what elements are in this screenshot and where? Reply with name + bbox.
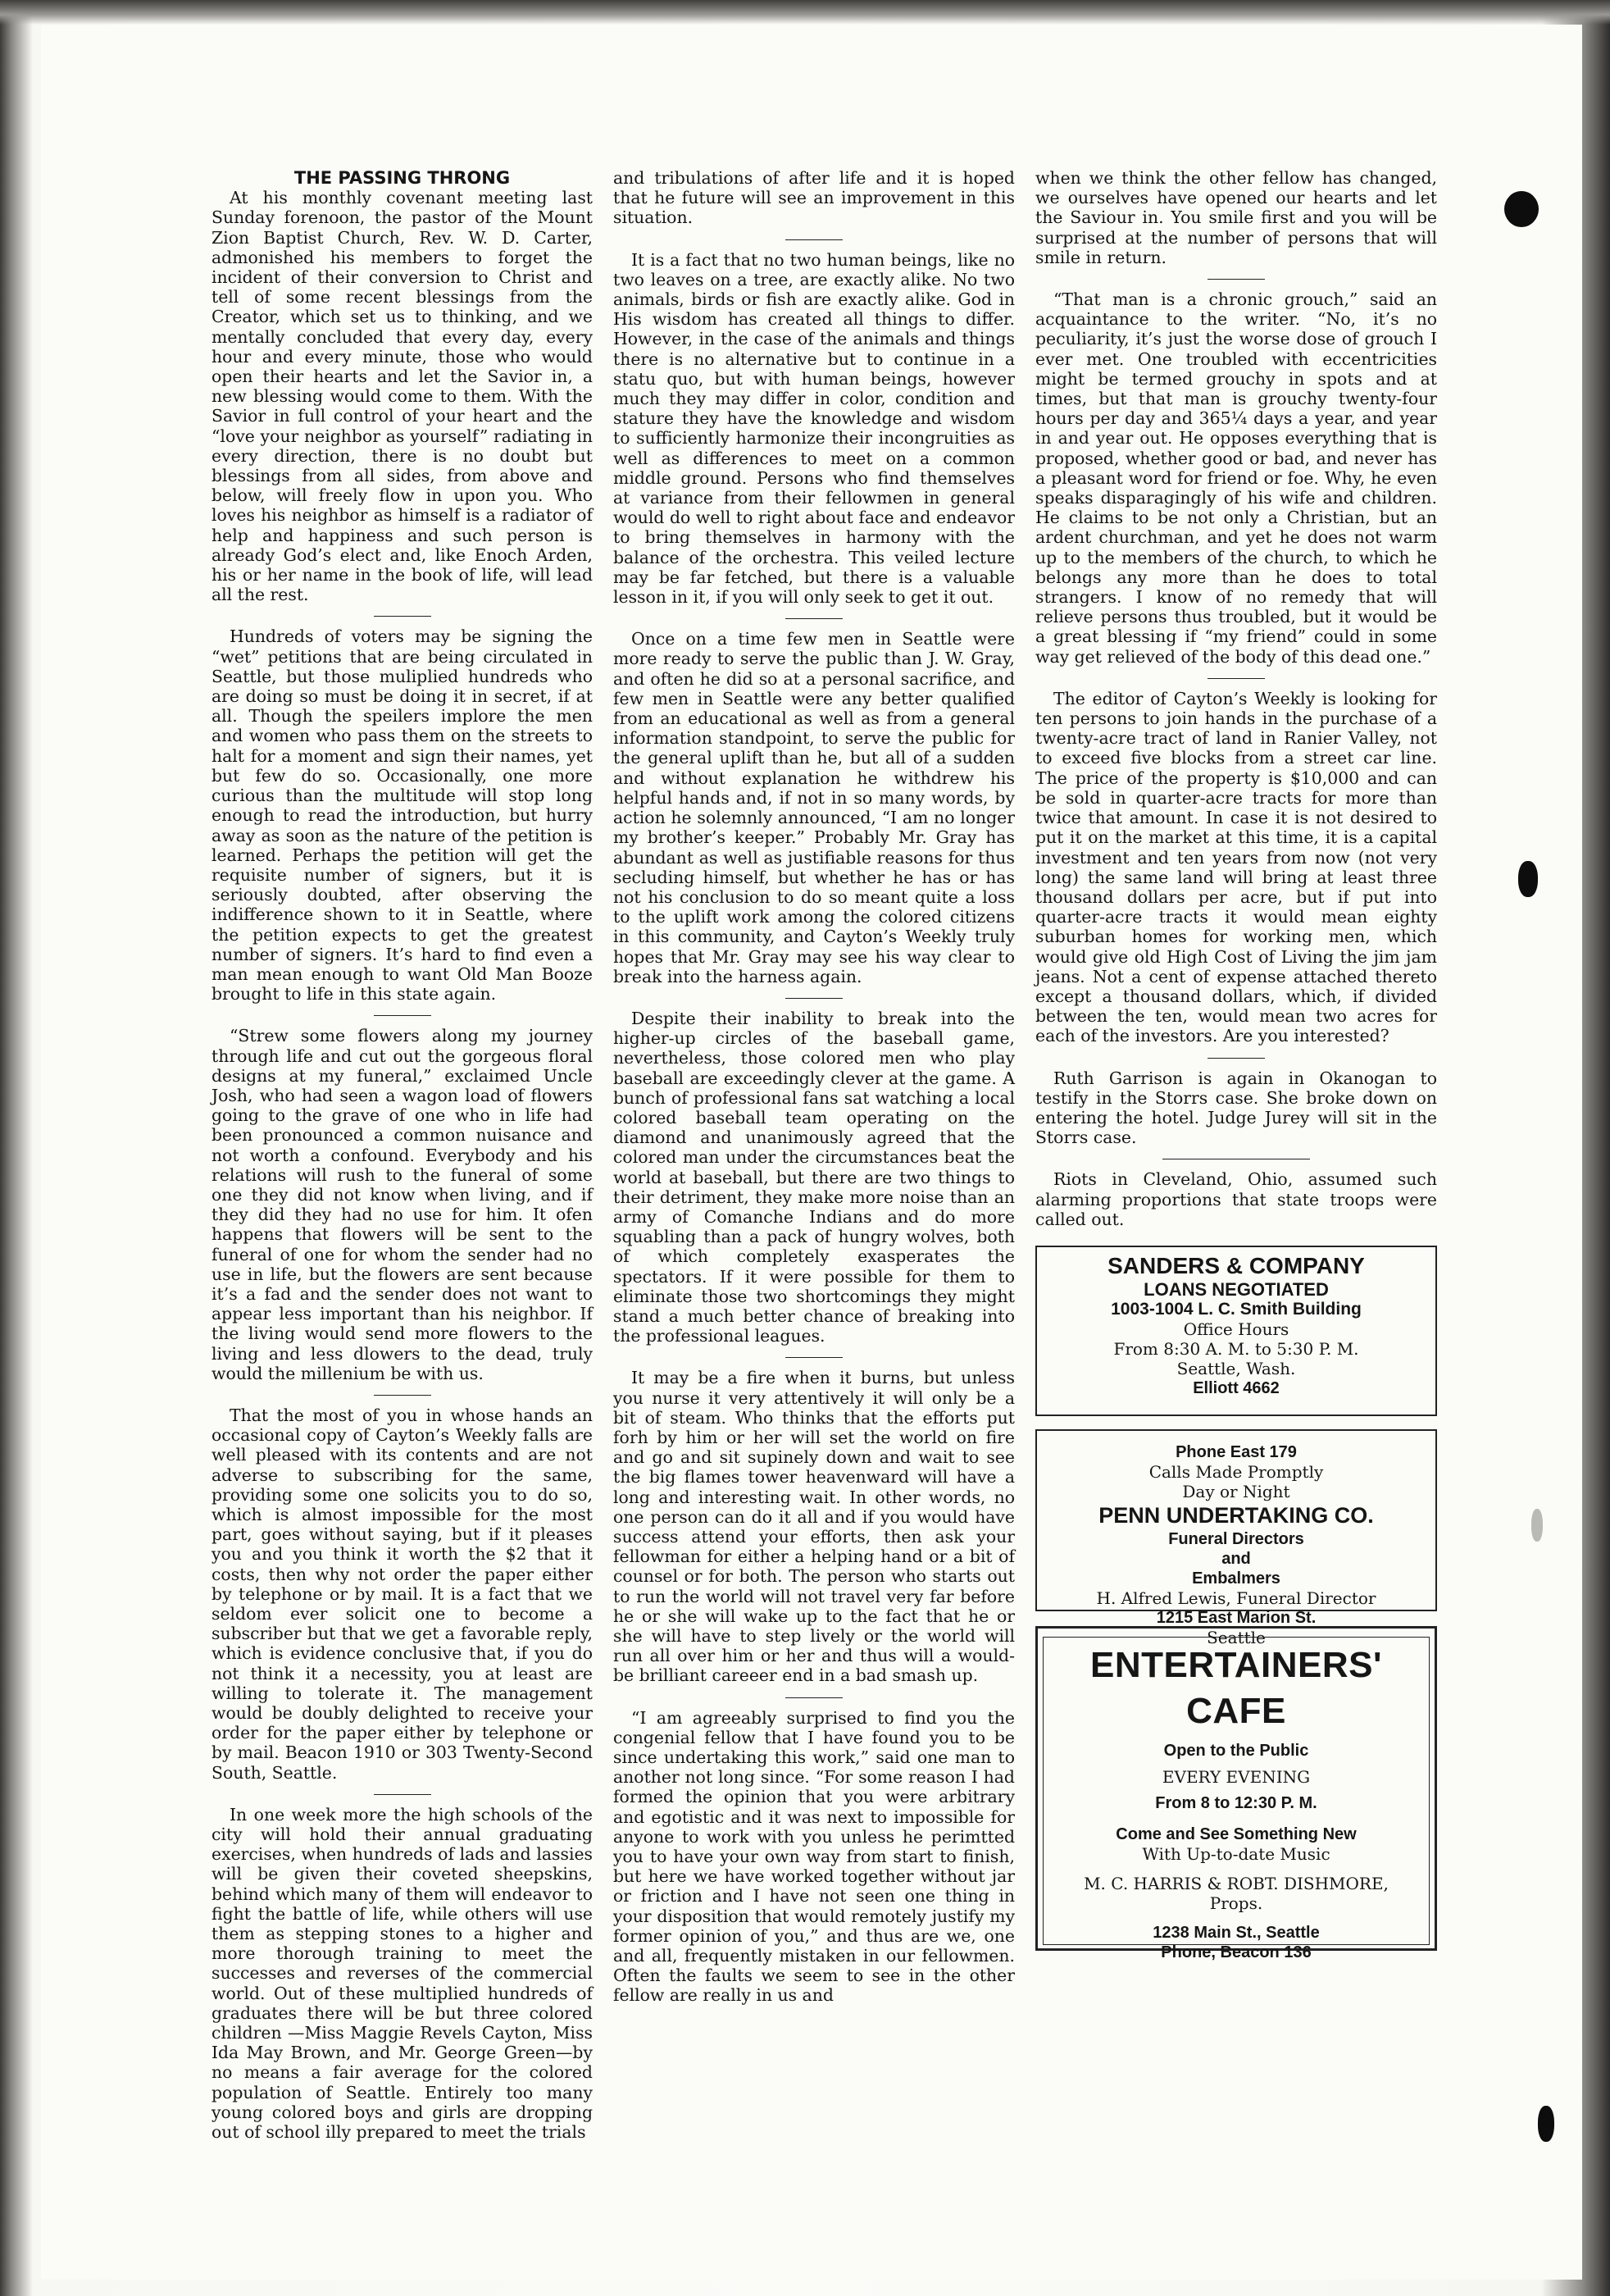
article-land-purchase: The editor of Cayton’s Weekly is looking for ten persons to join hands in the purchase of a twenty-acre tract of land in Ranier Valley, not to exceed five blocks from a street car line. The price of the property is $10,000 and can be sold in quarter-acre tracts for more than twice that amount. In case it is not desired to put it on the market at this time, it is a capital investment and ten years from now (not very long) the same land will bring at least three thousand dollars per acre, but if put into quarter-acre tracts it would mean eighty suburban homes for working men, which would give old High Cost of Living the jim jam jeans. Not a cent of expense attached thereto except a thousand dollars, which, if divided between the ten, would mean two acres for each of the investors. Are you interested? — [1035, 688, 1437, 1046]
ad2-line3: Funeral Directors — [1168, 1529, 1304, 1548]
divider — [1208, 279, 1265, 280]
article-cleveland-riots: Riots in Cleveland, Ohio, assumed such alarming proportions that state troops were called out. — [1035, 1169, 1437, 1229]
article-caytons-weekly-subscription: That the most of you in whose hands an occasional copy of Cayton’s Weekly falls are well pleased with its contents and are not adverse to subscribing for the same, providing some one solicits you to do so, which is almost impossible for the most part, goes without saying, but if it pleases you and you think it worth the $2 that it costs, then why not order the paper either by telephone or by mail. It is a fact that we seldom ever solicit one to become a subscriber but that we get a favorable reply, which is evidence conclusive that, if you do not think it a necessity, you at least are willing to tolerate it. The management would be doubly delighted to receive your order for the paper either by telephone or by mail. Beacon 1910 or 303 Twenty-Second South, Seattle. — [211, 1405, 593, 1783]
ad2-name: PENN UNDERTAKING CO. — [1098, 1502, 1374, 1528]
article-high-school-graduation: In one week more the high schools of the city will hold their annual graduating exercises, when hundreds of lads and lassies will be given their coveted sheepskins, behind which many of them will endeavor to fight the battle of life, while others will use them as stepping stones to a higher and more thorough training to meet the successes and reverses of the commercial world. Out of these multiplied hundreds of graduates there will be but three colored children —Miss Maggie Revels Cayton, Miss Ida May Brown, and Mr. George Green—by no means a fair average for the colored population of Seattle. Entirely too many young colored boys and girls are dropping out of school illy prepared to meet the trials — [211, 1804, 593, 2143]
article-wet-petitions: Hundreds of voters may be signing the “wet” petitions that are being circulated in Seattle, but those muliplied hundreds who are doing so must be doing it in secret, if at all. Though the speilers implore the men and women who pass them on the streets to halt for a moment and sign their names, yet but few do so. Occasionally, one more curious than the multitude will stop long enough to read the introduction, but hurry away as soon as the nature of the petition is learned. Perhaps the petition will get the requisite number of signers, but it is seriously doubted, after observing the indifference shown to it in Seattle, where the petition expects to get the greatest number of signers. It’s hard to find even a man mean enough to want Old Man Booze brought to life in this state again. — [211, 626, 593, 1004]
ad3-props: M. C. HARRIS & ROBT. DISHMORE, — [1084, 1873, 1389, 1893]
article-ruth-garrison: Ruth Garrison is again in Okanogan to testify in the Storrs case. She broke down on entering the hotel. Judge Jurey will sit in the Storrs case. — [1035, 1068, 1437, 1148]
ad1-tag: LOANS NEGOTIATED — [1144, 1278, 1329, 1300]
divider — [785, 1357, 843, 1358]
ad-penn-undertaking — [1035, 1429, 1437, 1647]
article-congenial-fellow: “I am agreeably surprised to find you the congenial fellow that I have found you to be since undertaking this work,” said one man to another not long since. “For some reason I had formed the opinion that you were arbitrary and egotistic and it was next to impossible for anyone to work with you unless he perimtted you to have your own way from start to finish, but here we have worked together without jar or friction and I have not seen one thing in your disposition that would remotely justify my former opinion of you,” and thus are we, one and all, frequently mistaken in our fellowmen. Often the faults we seem to see in the other fellow are really in us and — [613, 1707, 1015, 2006]
article-congenial-continued: when we think the other fellow has changed, we ourselves have opened our hearts and let the Saviour in. You smile first and you will be surprised at the number of persons that will smile in return. — [1035, 168, 1437, 267]
divider — [374, 1015, 431, 1016]
divider — [1208, 678, 1265, 679]
binder-hole-top — [1504, 191, 1539, 227]
ad2-phone: Phone East 179 — [1176, 1442, 1297, 1461]
article-covenant-meeting: At his monthly covenant meeting last Sunday forenoon, the pastor of the Mount Zion Baptist Church, Rev. W. D. Carter, admonished his members to forget the incident of their conversion to Christ and tell of some recent blessings from the Creator, which set us to thinking, and we mentally concluded that every day, every hour and every minute, those who would open their hearts and let the Savior in, a new blessing would come to them. With the Savior in full control of your heart and the “love your neighbor as yourself” radiating in every direction, there is no doubt but blessings from all sides, from above and below, will freely flow in upon you. Who loves his neighbor as himself is a radiator of help and happiness and such person is already God’s elect and, like Enoch Arden, his or her name in the book of life, will lead all the rest. — [211, 188, 593, 605]
ad3-address: 1238 Main St., Seattle — [1153, 1923, 1320, 1942]
ad3-inner-border — [1043, 1637, 1430, 1961]
divider — [785, 239, 843, 240]
column-3 — [1035, 168, 1437, 1961]
ad1-city: Seattle, Wash. — [1176, 1358, 1296, 1378]
ad3-name: ENTERTAINERS' CAFE — [1090, 1644, 1382, 1731]
ad1-hours: From 8:30 A. M. to 5:30 P. M. — [1113, 1338, 1359, 1359]
ad1-hours-label: Office Hours — [1183, 1319, 1289, 1339]
ad3-line4: Come and See Something New — [1116, 1824, 1357, 1843]
binder-hole-bottom — [1538, 2106, 1554, 2142]
ad1-address: 1003-1004 L. C. Smith Building — [1111, 1299, 1362, 1319]
article-chronic-grouch: “That man is a chronic grouch,” said an acquaintance to the writer. “No, it’s no peculiarity, it’s just the worse dose of grouch I ever met. One troubled with eccentricities might be termed grouchy in spots and at times, but that man is grouchy twenty-four hours per day and 365¼ days a year, and year in and year out. He opposes everything that is proposed, whether good or bad, and never has a pleasant word for friend or foe. Why, he even speaks disparagingly of his wife and children. He claims to be not only a Christian, but an ardent churchman, and yet he does not warm up to the members of the church, to which he belongs any more than he does to total strangers. I know of no remedy that will relieve persons thus troubled, but it would be a great blessing if “my friend” could in some way get relieved of the body of this dead one.” — [1035, 289, 1437, 667]
divider — [374, 616, 431, 617]
ad3-props-label: Props. — [1209, 1893, 1263, 1913]
headline: THE PASSING THRONG — [293, 168, 511, 188]
ad1-phone: Elliott 4662 — [1193, 1378, 1280, 1397]
ad2-line1: Calls Made Promptly — [1148, 1461, 1324, 1482]
ad-entertainers-cafe — [1035, 1626, 1437, 1961]
column-2 — [613, 168, 1015, 2006]
column-1 — [211, 168, 593, 2142]
ad3-line2: EVERY EVENING — [1162, 1766, 1311, 1787]
article-graduation-continued: and tribulations of after life and it is hoped that he future will see an improvement in this situation. — [613, 168, 1015, 228]
ad2-address: 1215 East Marion St. — [1156, 1608, 1317, 1627]
divider — [785, 1697, 843, 1698]
ad3-phone: Phone, Beacon 136 — [1161, 1943, 1312, 1961]
ad2-city: Seattle — [1207, 1627, 1266, 1647]
divider — [1208, 1058, 1265, 1059]
binder-hole-middle — [1518, 861, 1538, 897]
ad1-name: SANDERS & COMPANY — [1107, 1252, 1365, 1278]
binder-hole-faint — [1531, 1509, 1543, 1542]
ad2-line2: Day or Night — [1182, 1481, 1290, 1501]
divider — [374, 1794, 431, 1795]
article-baseball: Despite their inability to break into the higher-up circles of the baseball game, nevertheless, those colored men who play baseball are exceedingly clever at the game. A bunch of professional fans sat watching a local colored baseball team operating on the diamond and unanimously agreed that the colored man under the circumstances beat the world at baseball, but there are two things to their detriment, they make more noise than an army of Comanche Indians and do more squabling than a pack of hungry wolves, both of which completely exasperates the spectators. If it were possible for them to eliminate those two shortcomings they might stand a much better chance of breaking into the professional leagues. — [613, 1008, 1015, 1346]
ad3-line1: Open to the Public — [1163, 1741, 1309, 1760]
ad2-director: H. Alfred Lewis, Funeral Director — [1096, 1588, 1376, 1608]
article-no-two-alike: It is a fact that no two human beings, like no two leaves on a tree, are exactly alike. No two animals, birds or fish are exactly alike. God in His wisdom has created all things to differ. However, in the case of the animals and things there is no alternative but to continue in a statu quo, but with human beings, however much they may differ in color, condition and stature they have the knowledge and wisdom to sufficiently harmonize their incongruities as well as differences to meet on a common middle ground. Persons who find themselves at variance from their fellowmen in general would do well to right about face and endeavor to bring themselves in harmony with the balance of the orchestra. This veiled lecture may be far fetched, but there is a valuable lesson in it, if you will only seek to get it out. — [613, 249, 1015, 608]
article-jw-gray: Once on a time few men in Seattle were more ready to serve the public than J. W. Gray, and often he did so at a personal sacrifice, and few men in Seattle were any better qualified from an educational as well as from a general information standpoint, to serve the public for the general uplift than he, but all of a sudden and without explanation he withdrew his helpful hands and, if not in so many words, by action he solemnly announced, “I am no longer my brother’s keeper.” Probably Mr. Gray has abundant as well as justifiable reasons for thus secluding himself, but whether he has or has not his conclusion to do so meant quite a loss to the uplift work among the colored citizens in this community, and Cayton’s Weekly truly hopes that Mr. Gray may see his way clear to break into the harness again. — [613, 629, 1015, 986]
article-fire-burns: It may be a fire when it burns, but unless you nurse it very attentively it will only be a bit of steam. Who thinks that the efforts put forh by him or her will set the world on fire and go and sit supinely down and wait to see the big flames tower heavenward will have a long and interesting wait. In other words, no one person can do it all and if you would have success attend your efforts, then ask your fellowman for either a helping hand or a bit of counsel or for both. The person who starts out to run the world will not travel very far before he or she will wake up to the fact that he or she will have to step lively or the world will run all over him or her and thus will a would-be brilliant careeer end in a bad smash up. — [613, 1368, 1015, 1686]
divider — [785, 618, 843, 619]
ad3-line5: With Up-to-date Music — [1142, 1843, 1330, 1864]
ad-sanders-company — [1035, 1246, 1437, 1416]
ad2-line5: Embalmers — [1192, 1569, 1280, 1588]
divider — [374, 1395, 431, 1396]
divider — [785, 998, 843, 999]
ad3-line3: From 8 to 12:30 P. M. — [1155, 1793, 1317, 1812]
ad2-line4: and — [1221, 1549, 1251, 1568]
article-strew-flowers: “Strew some flowers along my journey through life and cut out the gorgeous floral designs at my funeral,” exclaimed Uncle Josh, who had seen a wagon load of flowers going to the grave of one who in life had been pronounced a common nuisance and not worth a confound. Everybody and his relations will rush to the funeral of some one they did not know when living, and if they did they had no use for him. It ofen happens that flowers will be sent to the funeral of one for whom the sender had no use in life, but the flowers are sent because it’s a fad and the sender does not want to appear less important than his neighbor. If the living would send more flowers to the living and less dlowers to the dead, truly would the millenium be with us. — [211, 1026, 593, 1383]
scan-top-edge — [0, 0, 1610, 25]
